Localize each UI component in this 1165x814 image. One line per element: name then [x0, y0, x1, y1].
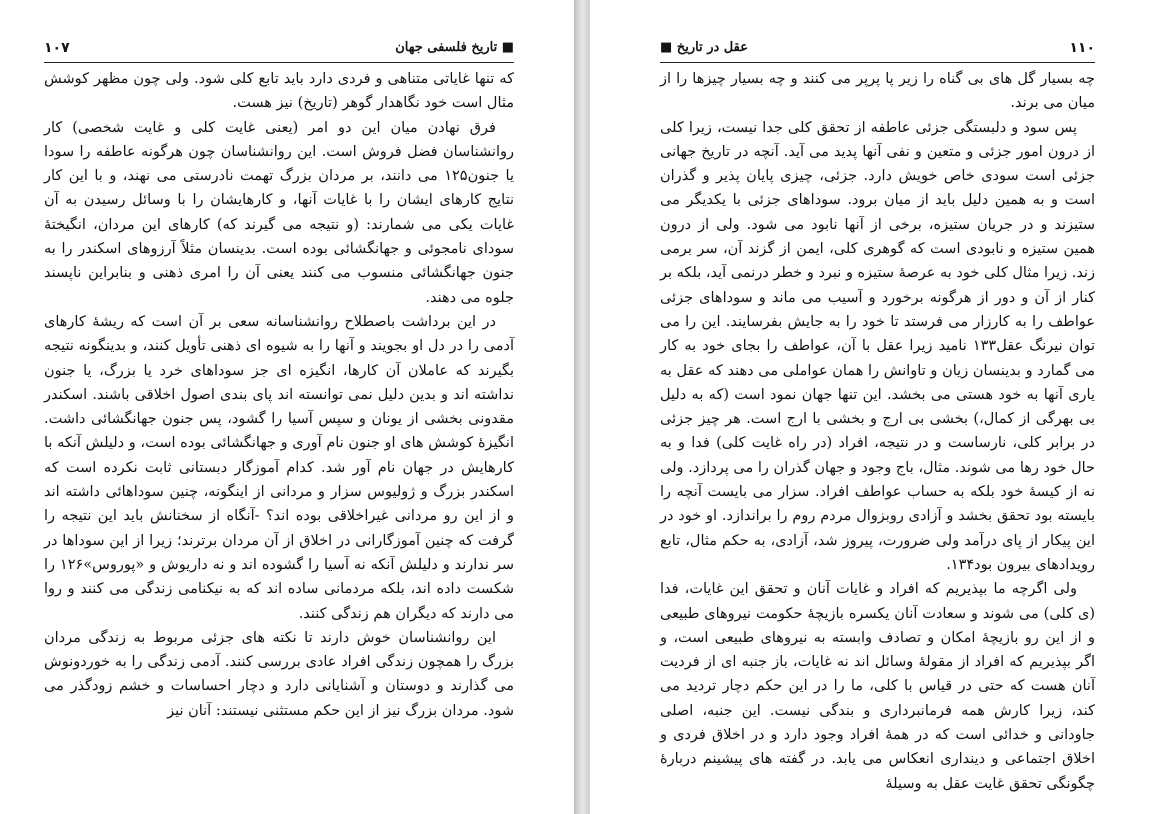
right-page-header — [660, 40, 1095, 60]
paragraph: ولی اگرچه ما بپذیریم که افراد و غایات آنان و تحقق این غایات، فدا (ی کلی) می شوند و سعادت آنان یکسره بازیچهٔ حکومت نیروهای طبیعی و از این رو بازیچهٔ امکان و تصادف وابسته به نیروهای طبیعی است، و اگر بپذیریم که افراد از مقولهٔ وسائل اند نه غایات، باز جنبه ای از فردیت آنان هست که حتی در قیاس با کلی، ما را در این حکم دچار تردید می کند، زیرا کارش همه فرمانبرداری و بندگی نیست. این جنبه، اصلی جاودانی و خدائی است که در همهٔ افراد وجود دارد و در اخلاق فردی و اخلاق اجتماعی و دینداری انعکاس می یابد. در گفته های پیشینم دربارهٔ چگونگی تحقق غایت عقل به وسیلهٔ — [660, 581, 1095, 792]
paragraph: این روانشناسان خوش دارند تا نکته های جزئی مربوط به زندگی مردان بزرگ را همچون زندگی افراد عادی بررسی کنند. آدمی زندگی را به خوردونوش می گذارند و دوستان و آشنایانی دارد و دچار احساسات و خشم زودگذر می شود. مردان بزرگ نیز از این حکم مستثنی نیستند: آنان نیز — [44, 629, 514, 719]
left-page-header — [44, 40, 514, 60]
left-running-title: ■ تاریخ فلسفی جهان — [395, 40, 514, 55]
right-header-rule — [660, 62, 1095, 63]
paragraph: فرق نهادن میان این دو امر (یعنی غایت کلی و غایت شخصی) کار روانشناسان فضل فروش است. این روانشناسان چون هرگونه عاطفه را سودا یا جنون۱۲۵ می دانند، بر مردان بزرگ تهمت نادرستی می نهند، و با این کار نتایج کارهای ایشان را با غایات آنها، و کارهایشان را با وسائل رسیدن به آن غایات یکی می شمارند: (و نتیجه می گیرند که) کارهای این مردان، انگیختهٔ سودای نامجوئی و جهانگشائی بوده است. بدینسان مثلاً آرزوهای اسکندر را به جنون جهانگشائی منسوب می کنند یعنی آن را امری ذهنی و بنابراین ناپسند جلوه می دهند. — [44, 119, 514, 306]
paragraph: در این برداشت باصطلاح روانشناسانه سعی بر آن است که ریشهٔ کارهای آدمی را در دل او بجویند و آنها را به شیوه ای ذهنی تأویل کنند، و بدینگونه نتیجه بگیرند که عاملان آن کارها، انگیزه ای جز سوداهای خرد یا بزرگ، یا جنون نداشته اند و بدین دلیل نمی توانسته اند پای بندی اصول اخلاقی باشند. اسکندر مقدونی بخشی از یونان و سپس آسیا را گشود، پس جنون جهانگشائی داشت. انگیزهٔ کوشش های او جنون نام آوری و جهانگشائی بوده است، و دلیلش آنکه با کارهایش در جهان نام آور شد. کدام آموزگار دبستانی ثابت نکرده است که اسکندر بزرگ و ژولیوس سزار و مردانی از اینگونه، چنین سوداهائی داشته اند و از این رو مردانی غیراخلاقی بوده اند؟ -آنگاه از سخنانش باید این نتیجه را گرفت که چنین آموزگارانی در اخلاق از آن مردان برترند؛ زیرا از این سوداها در سر ندارند و دلیلش آنکه نه آسیا را گشوده اند و نه داریوش و «پوروس»۱۲۶ را شکست داده اند، بلکه مردمانی ساده اند که به نیکنامی زندگی می کنند و روا می دارند که دیگران هم زندگی کنند. — [44, 313, 514, 622]
paragraph: که تنها غایاتی متناهی و فردی دارد باید تابع کلی شود. ولی چون مظهر کوشش مثال است خود نگاهدار گوهر (تاریخ) نیز هست. — [44, 71, 514, 112]
right-page-body — [660, 67, 1095, 796]
paragraph: پس سود و دلبستگی جزئی عاطفه از تحقق کلی جدا نیست، زیرا کلی از درون امور جزئی و متعین و نفی آنها پدید می آید. آنچه در تاریخ جهانی جزئی است سودی خاص خویش دارد. جزئی، چیزی پایان پذیر و گذران است و به همین دلیل باید از میان برود. سوداهای جزئی با یکدیگر می ستیزند و در جریان ستیزه، برخی از آنها نابود می شود. ولی از درون همین ستیزه و نابودی است که گوهری کلی، ایمن از گزند آن، سر برمی زند. زیرا مثال کلی خود به عرصهٔ ستیزه و نبرد و خطر درنمی آید، بلکه بر کنار از آن و دور از هرگونه برخورد و آسیب می ماند و سوداهای جزئی عواطف را به کارزار می فرستد تا خود را به جایش بفرسایند. این را می توان نیرنگ عقل۱۳۳ نامید زیرا عقل با آن، عواطف را بجای خود به کار می گمارد و بدینسان زیان و تاوانش را همان عواملی می دهند که عقل به یاری آنها به خود هستی می بخشد. این تنها جهان نمود است (که به دلیل بی بهرگی از کمال،) بخشی بی ارج و بخشی با ارج است. هر چیز جزئی در برابر کلی، نارساست و در نتیجه، افراد (در راه غایت کلی) فدا و به حال خود رها می شوند. مثال، باج وجود و جهان گذران را می پردازد. ولی نه از کیسهٔ خود بلکه به حساب عواطف افراد. سزار می بایست آنچه را بایسته بود تحقق بخشد و آزادی روبزوال مردم روم را براندازد. او خود در این پیکار از پای درآمد ولی ضرورت، پیروز شد، آزادی، به حکم مثال، تابع رویدادهای بیرون بود۱۳۴. — [659, 119, 1095, 573]
left-page-body — [44, 67, 514, 723]
right-running-title: عقل در تاریخ ■ — [660, 40, 748, 55]
paragraph: چه بسیار گل های بی گناه را زیر پا پرپر می کنند و چه بسیار چیزها را از میان می برند. — [660, 71, 1095, 112]
left-page-number: ۱۰۷ — [44, 40, 70, 56]
book-gutter — [574, 0, 590, 814]
right-book-page — [590, 0, 1165, 814]
right-page-number: ۱۱۰ — [1069, 40, 1095, 56]
left-header-rule — [44, 62, 514, 63]
left-book-page — [0, 0, 574, 814]
